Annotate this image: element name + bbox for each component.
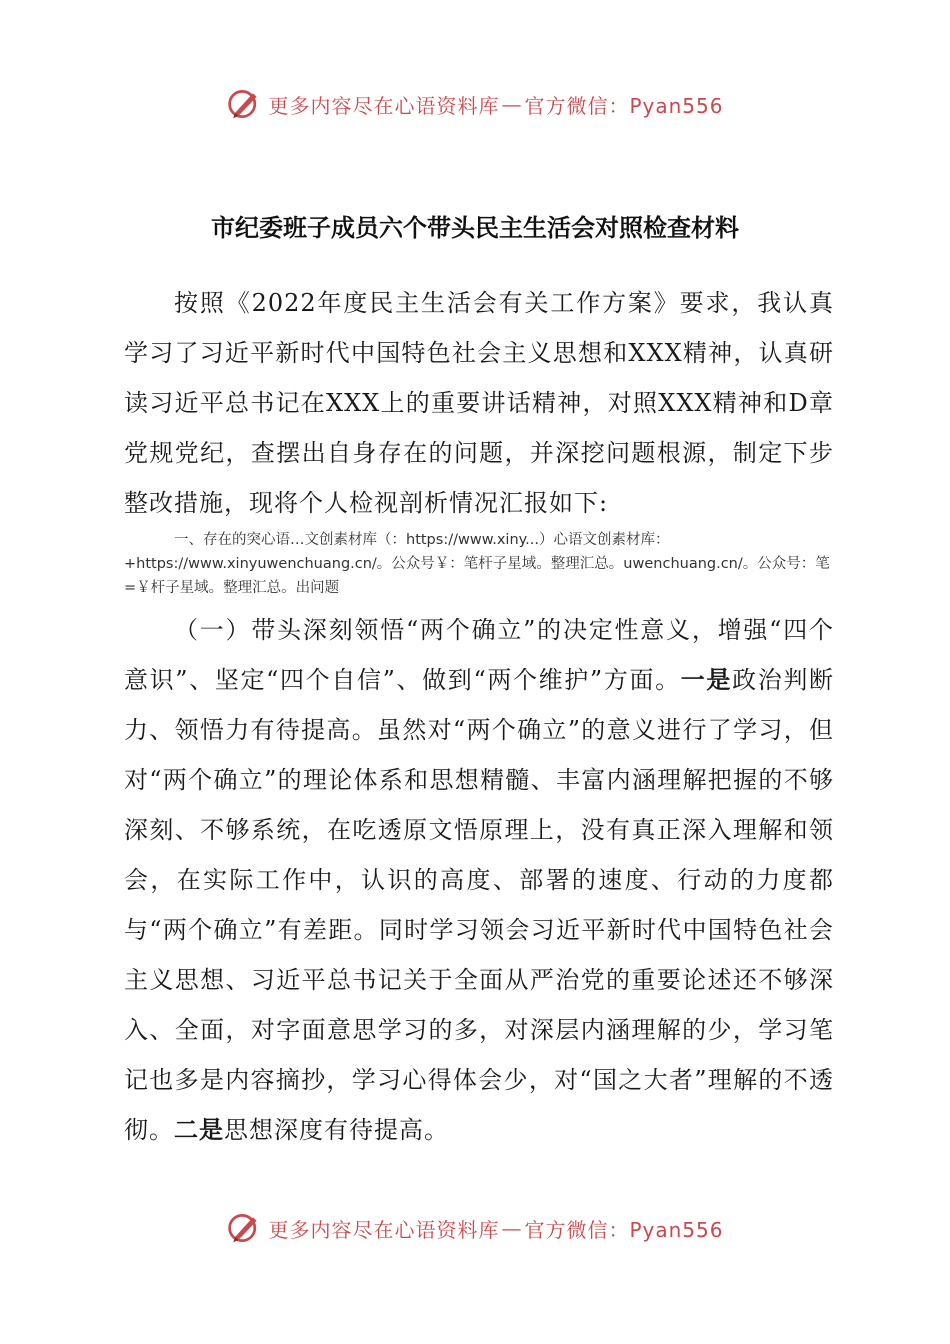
point-one-label: 一是 [680,665,733,694]
pen-logo-icon [226,86,262,122]
intro-paragraph: 按照《2022年度民主生活会有关工作方案》要求，我认真学习了习近平新时代中国特色社会主义思想和XXX精神，认真研读习近平总书记在XXX上的重要讲话精神，对照XXX精神和D章党规党纪，查摆出自身存在的问题，并深挖问题根源，制定下步整改措施，现将个人检视剖析情况汇报如下: [124,289,834,517]
point-two-label: 二是 [174,1115,224,1144]
header-separator: — [501,92,523,116]
point-two-text: 思想深度有待提高。 [224,1116,449,1144]
footer-separator: — [501,1216,523,1240]
watermark-noise-text: 一、存在的突心语…文创素材库（：https://www.xiny...）心语文创素材库：+https://www.xinyuwenchuang.cn/。公众号￥：笔杆子星域。整理汇总。uwenchuang.cn/。公众号：笔=￥杆子星域。整理汇总。出问题 [124,532,830,596]
header-banner [0,82,950,126]
point-one-text: 政治判断力、领悟力有待提高。虽然对“两个确立”的意义进行了学习，但对“两个确立”的理论体系和思想精髓、丰富内涵理解把握的不够深刻、不够系统，在吃透原文悟原理上，没有真正深入理解和领会，在实际工作中，认识的高度、部署的速度、行动的力度都与“两个确立”有差距。同时学习领会习近平新时代中国特色社会主义思想、习近平总书记关于全面从严治党的重要论述还不够深入、全面，对字面意思学习的多，对深层内涵理解的少，学习笔记也多是内容摘抄，学习心得体会少，对“国之大者”理解的不透彻。 [124,666,835,1144]
section-heading: （一）带头深刻领悟“两个确立”的决定性意义，增强“四个意识”、坚定“四个自信”、做到“两个维护”方面。 [124,616,834,694]
footer-site-text: 更多内容尽在心语资料库 [268,1217,500,1242]
pen-logo-icon [226,1210,262,1246]
footer-banner [0,1206,950,1250]
header-site-text: 更多内容尽在心语资料库 [268,93,500,118]
document-title: 市纪委班子成员六个带头民主生活会对照检查材料 [211,213,739,242]
header-wechat-text: 官方微信：Pyan556 [524,93,724,118]
section-body [124,605,834,1155]
footer-wechat-text: 官方微信：Pyan556 [524,1217,724,1242]
